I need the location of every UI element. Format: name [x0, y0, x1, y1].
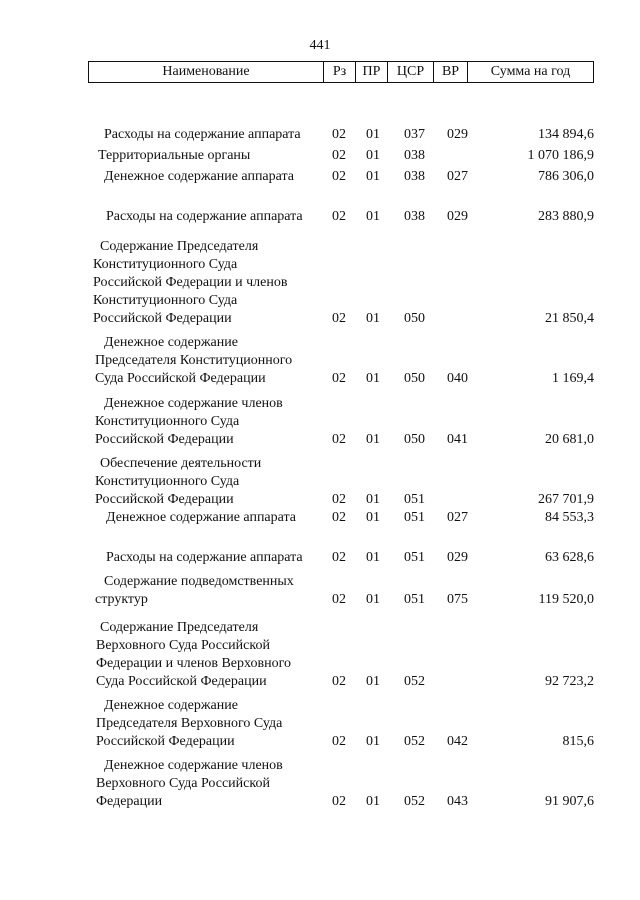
row-name-line: Председателя Конституционного — [95, 353, 293, 368]
row-name-line: Конституционного Суда — [95, 474, 240, 489]
row-name-line: Верховного Суда Российской — [96, 638, 270, 653]
row-sum: 815,6 — [562, 734, 594, 749]
header-name: Наименование — [89, 62, 324, 82]
row-name — [0, 757, 283, 811]
row-pr: 01 — [366, 311, 380, 326]
row-pr: 01 — [366, 127, 380, 142]
row-pr: 01 — [366, 371, 380, 386]
row-pr: 01 — [366, 492, 380, 507]
row-name-line: Денежное содержание аппарата — [106, 510, 297, 525]
row-name-line: Конституционного Суда — [93, 293, 238, 308]
row-name-line: Российской Федерации — [95, 432, 234, 447]
row-rz: 02 — [332, 492, 346, 507]
row-vr: 029 — [447, 127, 468, 142]
row-name-line: Денежное содержание членов — [104, 396, 283, 411]
row-pr: 01 — [366, 674, 380, 689]
row-sum: 20 681,0 — [545, 432, 594, 447]
row-sum: 1 169,4 — [552, 371, 594, 386]
row-name — [0, 619, 291, 691]
row-name — [0, 549, 303, 567]
row-sum: 267 701,9 — [538, 492, 594, 507]
row-pr: 01 — [366, 432, 380, 447]
row-pr: 01 — [366, 169, 380, 184]
row-name — [0, 573, 294, 609]
row-rz: 02 — [332, 734, 346, 749]
row-pr: 01 — [366, 734, 380, 749]
row-csr: 051 — [404, 492, 425, 507]
row-sum: 91 907,6 — [545, 794, 594, 809]
row-pr: 01 — [366, 794, 380, 809]
row-name — [0, 147, 251, 165]
header-csr: ЦСР — [388, 62, 434, 82]
row-rz: 02 — [332, 592, 346, 607]
row-rz: 02 — [332, 169, 346, 184]
row-csr: 052 — [404, 734, 425, 749]
row-vr: 040 — [447, 371, 468, 386]
row-name-line: структур — [95, 592, 148, 607]
row-name-line: Территориальные органы — [98, 148, 251, 163]
row-name-line: Российской Федерации — [95, 492, 234, 507]
row-pr: 01 — [366, 209, 380, 224]
row-name-line: Председателя Верховного Суда — [96, 716, 283, 731]
row-name — [0, 395, 283, 449]
row-name — [0, 126, 301, 144]
row-rz: 02 — [332, 794, 346, 809]
row-csr: 037 — [404, 127, 425, 142]
row-vr: 029 — [447, 209, 468, 224]
row-name-line: Денежное содержание аппарата — [104, 169, 295, 184]
row-rz: 02 — [332, 550, 346, 565]
row-name — [0, 238, 288, 328]
row-name — [0, 168, 295, 186]
row-csr: 050 — [404, 311, 425, 326]
row-name-line: Содержание Председателя — [100, 620, 259, 635]
row-name-line: Российской Федерации и членов — [93, 275, 288, 290]
row-name — [0, 334, 293, 388]
row-sum: 1 070 186,9 — [527, 148, 594, 163]
row-vr: 075 — [447, 592, 468, 607]
row-rz: 02 — [332, 371, 346, 386]
row-sum: 92 723,2 — [545, 674, 594, 689]
row-sum: 786 306,0 — [538, 169, 594, 184]
row-csr: 051 — [404, 550, 425, 565]
header-vr: ВР — [434, 62, 468, 82]
row-sum: 21 850,4 — [545, 311, 594, 326]
row-csr: 038 — [404, 148, 425, 163]
row-name — [0, 697, 283, 751]
row-vr: 027 — [447, 169, 468, 184]
row-vr: 041 — [447, 432, 468, 447]
row-rz: 02 — [332, 127, 346, 142]
row-name-line: Обеспечение деятельности — [100, 456, 262, 471]
row-name-line: Денежное содержание — [104, 335, 238, 350]
row-name-line: Расходы на содержание аппарата — [106, 550, 303, 565]
row-name-line: Расходы на содержание аппарата — [106, 209, 303, 224]
row-name — [0, 509, 297, 527]
row-name-line: Российской Федерации — [93, 311, 232, 326]
row-sum: 84 553,3 — [545, 510, 594, 525]
row-name-line: Суда Российской Федерации — [96, 674, 267, 689]
row-pr: 01 — [366, 550, 380, 565]
row-vr: 029 — [447, 550, 468, 565]
row-csr: 038 — [404, 209, 425, 224]
row-rz: 02 — [332, 311, 346, 326]
row-csr: 052 — [404, 794, 425, 809]
row-csr: 052 — [404, 674, 425, 689]
row-pr: 01 — [366, 510, 380, 525]
row-name-line: Федерации и членов Верховного — [96, 656, 291, 671]
row-name-line: Российской Федерации — [96, 734, 235, 749]
header-pr: ПР — [356, 62, 388, 82]
row-rz: 02 — [332, 148, 346, 163]
row-name-line: Федерации — [96, 794, 163, 809]
row-csr: 050 — [404, 371, 425, 386]
row-name — [0, 455, 262, 509]
header-sum: Сумма на год — [490, 64, 571, 79]
row-name — [0, 208, 303, 226]
row-name-line: Конституционного Суда — [93, 257, 238, 272]
row-vr: 043 — [447, 794, 468, 809]
row-vr: 027 — [447, 510, 468, 525]
row-csr: 038 — [404, 169, 425, 184]
table-header — [88, 61, 594, 83]
row-name-line: Денежное содержание членов — [104, 758, 283, 773]
row-sum: 283 880,9 — [538, 209, 594, 224]
row-csr: 050 — [404, 432, 425, 447]
row-name-line: Содержание Председателя — [100, 239, 259, 254]
row-rz: 02 — [332, 674, 346, 689]
row-rz: 02 — [332, 510, 346, 525]
row-csr: 051 — [404, 510, 425, 525]
row-name-line: Верховного Суда Российской — [96, 776, 270, 791]
row-vr: 042 — [447, 734, 468, 749]
row-name-line: Содержание подведомственных — [104, 574, 294, 589]
row-name-line: Денежное содержание — [104, 698, 238, 713]
row-rz: 02 — [332, 432, 346, 447]
row-sum: 119 520,0 — [538, 592, 594, 607]
row-sum: 134 894,6 — [538, 127, 594, 142]
row-sum: 63 628,6 — [545, 550, 594, 565]
row-rz: 02 — [332, 209, 346, 224]
row-name-line: Конституционного Суда — [95, 414, 240, 429]
row-pr: 01 — [366, 592, 380, 607]
row-name-line: Суда Российской Федерации — [95, 371, 266, 386]
page-number: 441 — [309, 38, 331, 53]
header-rz: Рз — [324, 62, 356, 82]
row-pr: 01 — [366, 148, 380, 163]
row-name-line: Расходы на содержание аппарата — [104, 127, 301, 142]
row-csr: 051 — [404, 592, 425, 607]
